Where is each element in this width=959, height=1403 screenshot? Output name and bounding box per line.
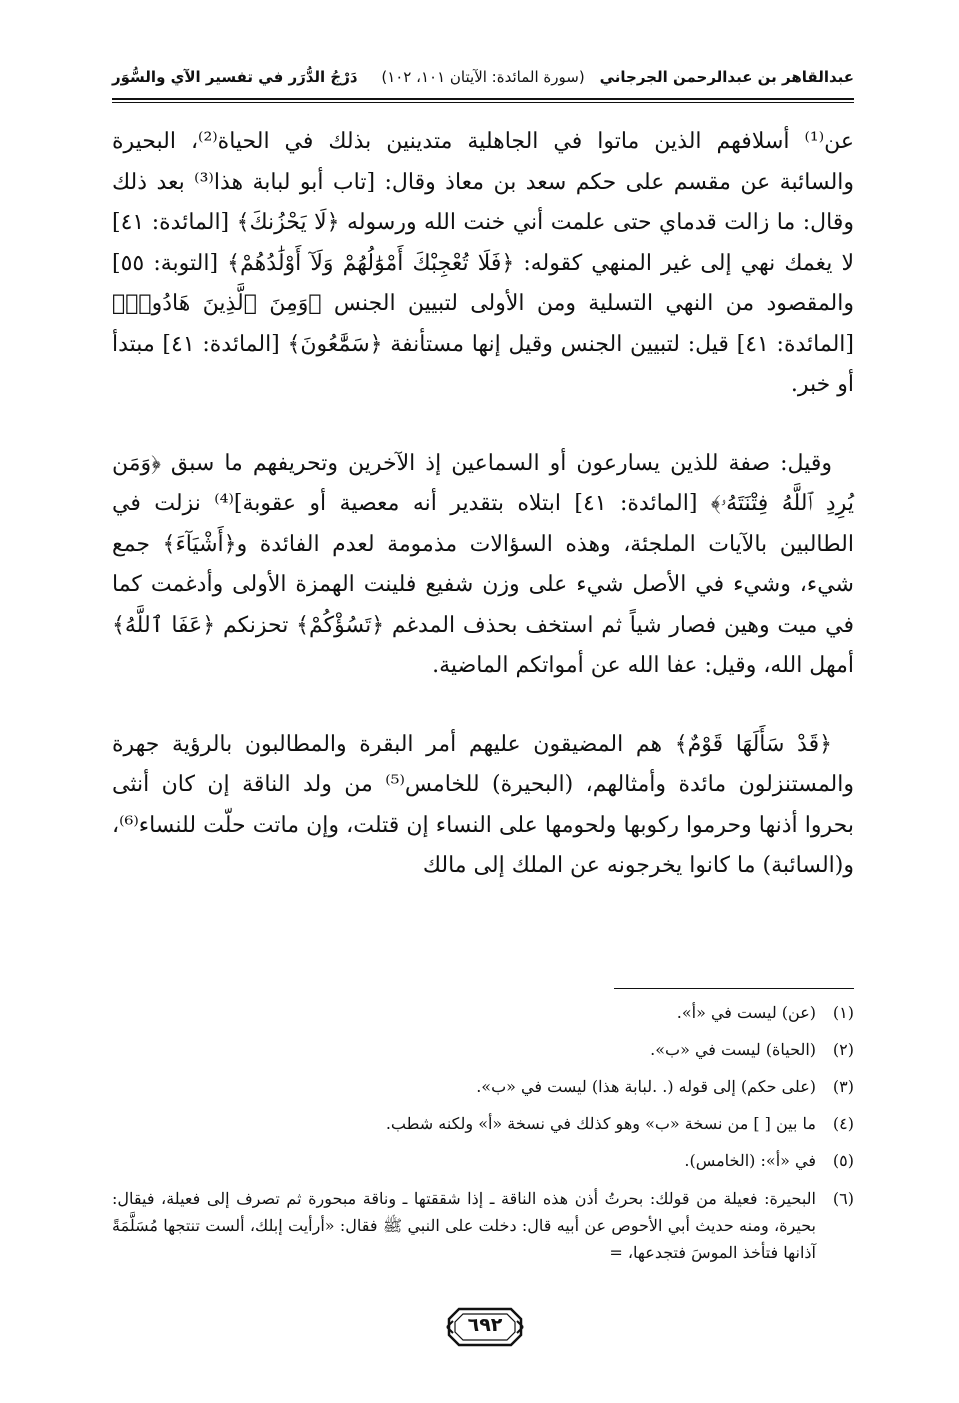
footnote-number: (٢) [832,1040,854,1059]
footnote-text: البحيرة: فعيلة من قولك: بحرتُ أذن هذه الناقة ـ إذا شققتها ـ وناقة مبحورة ثم تصرف إلى فعيلة، فيقال: بحيرة، ومنه حديث أبي الأحوص عن أبيه قال: دخلت على النبي ﷺ فقال: «أرأيت إبلك، ألست تنتجها مُسَلَّمَةً آذانها فتأخذ الموسَ فتجدعها، = [112,1189,817,1262]
paragraph-1: عن⁽¹⁾ أسلافهم الذين ماتوا في الجاهلية متدينين بذلك في الحياة⁽²⁾، البحيرة والسائبة عن مقسم على حكم سعد بن معاذ وقال: [تاب أبو لبابة هذا⁽³⁾ بعد ذلك وقال: ما زالت قدماي حتى علمت أني خنت الله ورسوله ﴿لَا يَحْزُنكَ﴾ [المائدة: ٤١] لا يغمك نهي إلى غير المنهي كقوله: ﴿فَلَا تُعْجِبْكَ أَمْوَٰلُهُمْ وَلَآ أَوْلَٰدُهُمْ﴾ [التوبة: ٥٥] والمقصود من النهي التسلية ومن الأولى لتبيين الجنس ﴿وَمِنَ ٱلَّذِينَ هَادُوا۟﴾ [المائدة: ٤١] قيل: لتبيين الجنس وقيل إنها مستأنفة ﴿سَمَّٰعُونَ﴾ [المائدة: ٤١] مبتدأ أو خبر. [112,129,855,397]
footnote-number: (٥) [832,1151,854,1170]
footnote-number: (١) [832,1003,854,1022]
header-book-title: دَرْجُ الدُّرَر في تفسير الآي والسُّوَر [112,68,358,86]
footnote-text: (عن) ليست في «أ». [676,1003,816,1022]
footnote-number: (٤) [832,1114,854,1133]
running-header [112,62,854,96]
header-surah-reference: (سورة المائدة: الآيتان ١٠١، ١٠٢) [381,68,585,86]
footnote-item [112,1148,854,1173]
footnote-number: (٦) [832,1189,854,1208]
footnotes [112,1000,854,1266]
footnote-item [112,1185,854,1266]
header-divider [112,98,854,100]
footnote-text: في «أ»: (الخامس). [684,1151,816,1170]
header-author: عبدالقاهر بن عبدالرحمن الجرجاني [599,68,854,86]
footnote-text: (على حكم) إلى قوله (. .لبابة هذا) ليست في «ب». [476,1077,816,1096]
main-text [112,122,854,887]
header-divider-thin [112,102,854,103]
page-number: ٦٩٢ [467,1314,503,1336]
paragraph-3: ﴿قَدْ سَأَلَهَا قَوْمٌ﴾ هم المضيقون عليهم أمر البقرة والمطالبون بالرؤية جهرة والمستنزلون مائدة وأمثالهم، (البحيرة) للخامس⁽⁵⁾ من ولد الناقة إن كان أنثى بحروا أذنها وحرموا ركوبها ولحومها على النساء إن قتلت، وإن ماتت حلّت للنساء⁽⁶⁾، و(السائبة) ما كانوا يخرجونه عن الملك إلى مالك [112,731,854,878]
footnote-text: ما بين [ ] من نسخة «ب» وهو كذلك في نسخة «أ» ولكنه شطب. [385,1114,816,1133]
page-number-ornament [445,1305,525,1349]
footnote-divider [614,988,854,989]
footnote-number: (٣) [832,1077,854,1096]
paragraph-2: وقيل: صفة للذين يسارعون أو السماعين إذ الآخرين وتحريفهم ما سبق ﴿وَمَن يُرِدِ ٱللَّهُ فِتْنَتَهُۥ﴾ [المائدة: ٤١] ابتلاه بتقدير أنه معصية أو عقوبة]⁽⁴⁾ نزلت في الطالبين بالآيات الملجئة، وهذه السؤالات مذمومة لعدم الفائدة و﴿أَشْيَآءَ﴾ جمع شيء، وشيء في الأصل شيء على وزن شفيع فلينت الهمزة الأولى وأدغمت كما في ميت وهين فصار شياً ثم استخف بحذف المدغم ﴿تَسُؤْكُمْ﴾ تحزنكم ﴿عَفَا ٱللَّهُ﴾ أمهل الله، وقيل: عفا الله عن أمواتكم الماضية. [112,450,854,678]
footnote-item [112,1111,854,1136]
footnote-item [112,1000,854,1025]
footnote-item [112,1037,854,1062]
footnote-item [112,1074,854,1099]
footnote-text: (الحياة) ليست في «ب». [650,1040,816,1059]
